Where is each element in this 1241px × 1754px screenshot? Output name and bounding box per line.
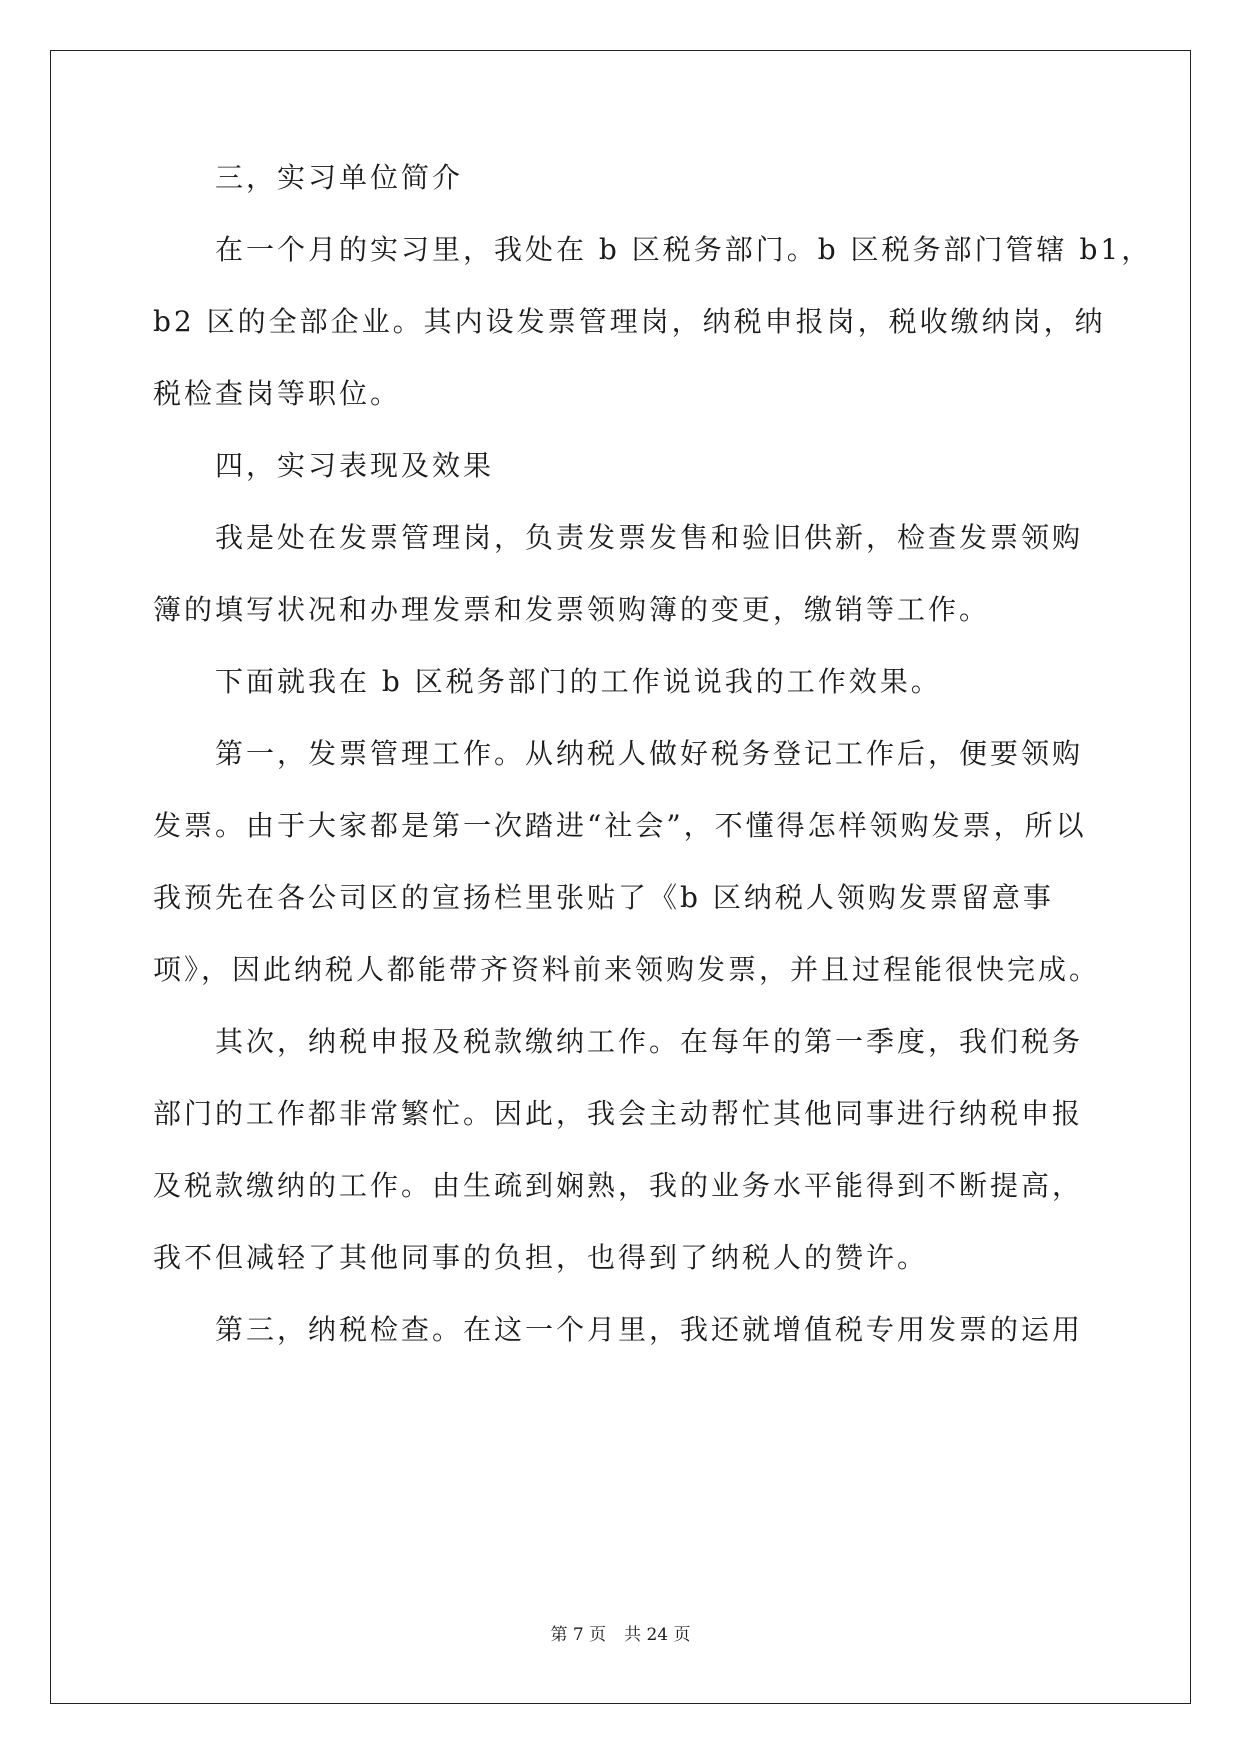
paragraph-line: b2 区的全部企业。其内设发票管理岗，纳税申报岗，税收缴纳岗，纳 [153, 305, 1106, 338]
paragraph-line: 第一，发票管理工作。从纳税人做好税务登记工作后，便要领购 [215, 737, 1084, 770]
paragraph-line: 项》，因此纳税人都能带齐资料前来领购发票，并且过程能很快完成。 [153, 953, 1101, 986]
section-heading-3: 三，实习单位简介 [215, 161, 464, 194]
paragraph-line: 其次，纳税申报及税款缴纳工作。在每年的第一季度，我们税务 [215, 1025, 1084, 1058]
paragraph-line: 及税款缴纳的工作。由生疏到娴熟，我的业务水平能得到不断提高， [153, 1169, 1084, 1202]
section-heading-4: 四，实习表现及效果 [215, 449, 495, 482]
paragraph-line: 第三，纳税检查。在这一个月里，我还就增值税专用发票的运用 [215, 1313, 1084, 1346]
total-pages: 共 24 页 [624, 1625, 691, 1645]
paragraph-line: 在一个月的实习里，我处在 b 区税务部门。b 区税务部门管辖 b1， [215, 233, 1153, 266]
paragraph-line: 我预先在各公司区的宣扬栏里张贴了《b 区纳税人领购发票留意事 [153, 881, 1054, 914]
paragraph-line: 税检查岗等职位。 [153, 377, 402, 410]
paragraph-line: 发票。由于大家都是第一次踏进“社会”，不懂得怎样领购发票，所以 [153, 809, 1087, 842]
page-border [50, 50, 1191, 1704]
page-footer [0, 1620, 1241, 1645]
page-number: 第 7 页 [550, 1625, 607, 1645]
paragraph-line: 我是处在发票管理岗，负责发票发售和验旧供新，检查发票领购 [215, 521, 1084, 554]
paragraph-line: 下面就我在 b 区税务部门的工作说说我的工作效果。 [215, 665, 942, 698]
paragraph-line: 部门的工作都非常繁忙。因此，我会主动帮忙其他同事进行纳税申报 [153, 1097, 1084, 1130]
paragraph-line: 簿的填写状况和办理发票和发票领购簿的变更，缴销等工作。 [153, 593, 991, 626]
paragraph-line: 我不但减轻了其他同事的负担，也得到了纳税人的赞许。 [153, 1241, 929, 1274]
